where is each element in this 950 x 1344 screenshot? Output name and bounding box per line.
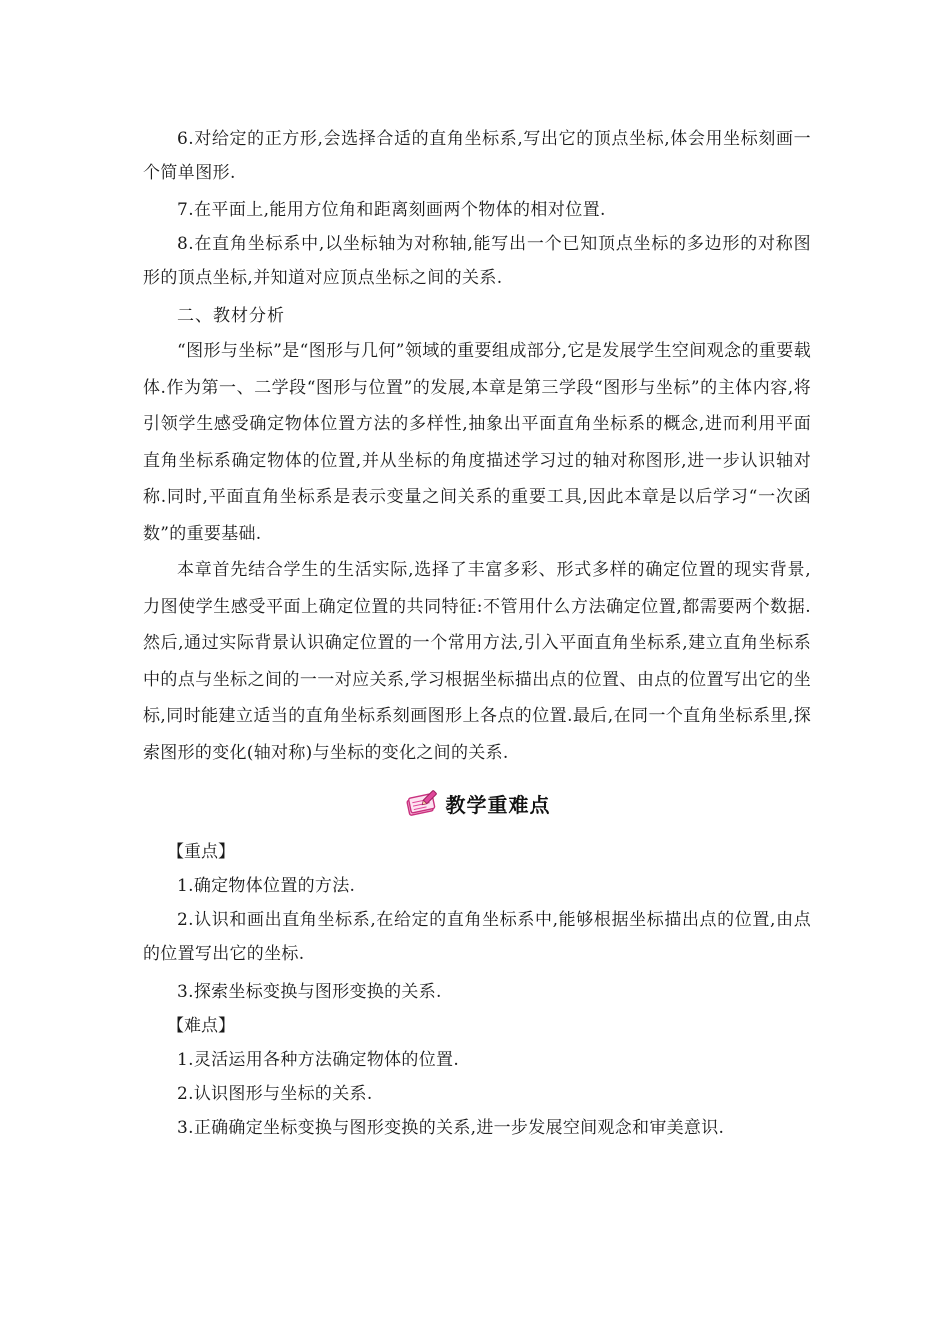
difficult-point-2: 2.认识图形与坐标的关系. [177, 1084, 373, 1104]
banner-title: 教学重难点 [445, 792, 551, 817]
key-point-1: 1.确定物体位置的方法. [177, 876, 356, 896]
objective-6: 6.对给定的正方形,会选择合适的直角坐标系,写出它的顶点坐标,体会用坐标刻画一个简单图形. [143, 129, 811, 183]
difficult-point-3: 3.正确确定坐标变换与图形变换的关系,进一步发展空间观念和审美意识. [177, 1118, 725, 1138]
difficult-point-1: 1.灵活运用各种方法确定物体的位置. [177, 1050, 460, 1070]
difficult-points-label: 【难点】 [167, 1016, 235, 1036]
notebook-pencil-icon [404, 789, 438, 817]
objective-8: 8.在直角坐标系中,以坐标轴为对称轴,能写出一个已知顶点坐标的多边形的对称图形的顶点坐标,并知道对应顶点坐标之间的关系. [143, 234, 811, 288]
section-banner [143, 785, 811, 821]
objective-7: 7.在平面上,能用方位角和距离刻画两个物体的相对位置. [177, 200, 606, 220]
key-point-2: 2.认识和画出直角坐标系,在给定的直角坐标系中,能够根据坐标描出点的位置,由点的位置写出它的坐标. [143, 910, 811, 964]
key-point-3: 3.探索坐标变换与图形变换的关系. [177, 982, 442, 1002]
analysis-heading: 二、教材分析 [177, 306, 285, 326]
document-page [143, 122, 811, 1145]
analysis-paragraph-1: “图形与坐标”是“图形与几何”领域的重要组成部分,它是发展学生空间观念的重要载体.作为第一、二学段“图形与位置”的发展,本章是第三学段“图形与坐标”的主体内容,将引领学生感受确定物体位置方法的多样性,抽象出平面直角坐标系的概念,进而利用平面直角坐标系确定物体的位置,并从坐标的角度描述学习过的轴对称图形,进一步认识轴对称.同时,平面直角坐标系是表示变量之间关系的重要工具,因此本章是以后学习“一次函数”的重要基础. [143, 341, 811, 544]
analysis-paragraph-2: 本章首先结合学生的生活实际,选择了丰富多彩、形式多样的确定位置的现实背景,力图使学生感受平面上确定位置的共同特征:不管用什么方法确定位置,都需要两个数据.然后,通过实际背景认识确定位置的一个常用方法,引入平面直角坐标系,建立直角坐标系中的点与坐标之间的一一对应关系,学习根据坐标描出点的位置、由点的位置写出它的坐标,同时能建立适当的直角坐标系刻画图形上各点的位置.最后,在同一个直角坐标系里,探索图形的变化(轴对称)与坐标的变化之间的关系. [143, 560, 811, 763]
key-points-label: 【重点】 [167, 842, 235, 862]
